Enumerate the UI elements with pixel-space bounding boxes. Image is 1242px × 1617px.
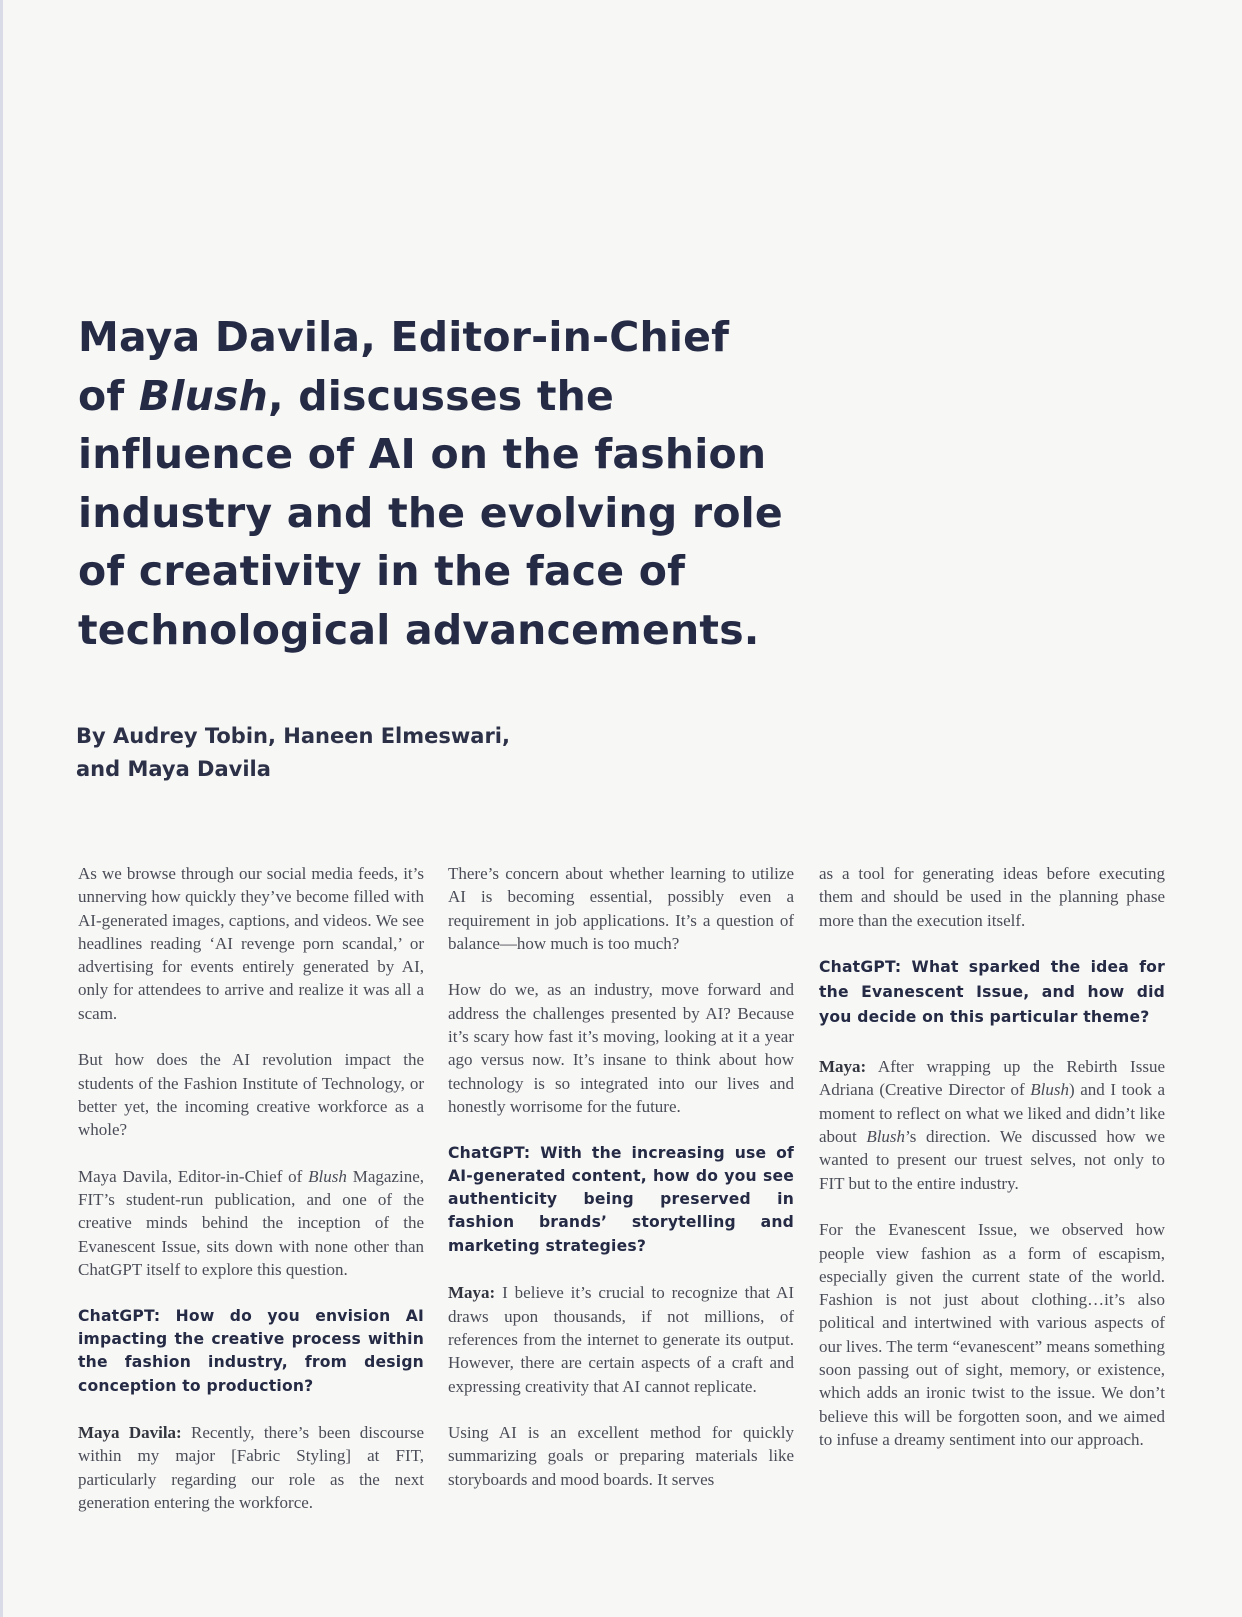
body-paragraph bbox=[819, 1055, 1165, 1195]
interview-question: ChatGPT: What sparked the idea for the Evanescent Issue, and how did you decide on this particular theme? bbox=[819, 958, 1165, 1027]
text-run: ) and I took a moment to reflect on what we liked and didn’t like about bbox=[819, 1080, 1166, 1147]
speaker-name: Maya: bbox=[819, 1057, 867, 1077]
headline-text: , discusses the bbox=[267, 371, 615, 420]
body-paragraph bbox=[448, 1281, 794, 1397]
body-paragraph: As we browse through our social media feeds, it’s unnerving how quickly they’ve become filled with AI-generated images, captions, and videos. We see headlines reading ‘AI revenge porn scandal,’ or advertising for events entirely generated by AI, only for attendees to arrive and realize it was all a scam. bbox=[78, 864, 424, 1023]
text-run: Magazine, FIT’s student-run publication, and one of the creative minds behind the inception of the Evanescent Issue, sits down with none other than ChatGPT itself to explore this question. bbox=[78, 1166, 424, 1280]
interview-question: ChatGPT: With the increasing use of AI-generated content, how do you see authenticity being preserved in fashion brands’ storytelling and marketing strategies? bbox=[448, 1143, 794, 1255]
headline-line bbox=[78, 367, 898, 426]
text-run: Maya Davila, Editor-in-Chief of bbox=[78, 1166, 309, 1186]
page-edge bbox=[0, 0, 3, 1617]
column-1 bbox=[78, 862, 424, 1514]
column-3 bbox=[819, 862, 1165, 1451]
text-run: Recently, there’s been discourse within my major [Fabric Styling] at FIT, particularly regarding our role as the next generation entering the workforce. bbox=[78, 1423, 424, 1513]
headline-line: industry and the evolving role bbox=[78, 488, 783, 537]
body-paragraph bbox=[78, 1165, 424, 1281]
body-paragraph bbox=[78, 1421, 424, 1514]
magazine-name: Blush bbox=[308, 1166, 347, 1186]
headline-line: Maya Davila, Editor-in-Chief bbox=[78, 313, 730, 361]
body-paragraph: There’s concern about whether learning to utilize AI is becoming essential, possibly even a requirement in job applications. It’s a question of balance—how much is too much? bbox=[448, 864, 794, 953]
body-paragraph: But how does the AI revolution impact the students of the Fashion Institute of Technology, or better yet, the incoming creative workforce as a whole? bbox=[78, 1050, 424, 1140]
body-paragraph: as a tool for generating ideas before executing them and should be used in the planning phase more than the execution itself. bbox=[819, 864, 1165, 930]
article-headline bbox=[78, 308, 898, 659]
magazine-name: Blush bbox=[138, 371, 268, 420]
magazine-name: Blush bbox=[866, 1127, 906, 1147]
body-paragraph: For the Evanescent Issue, we observed how people view fashion as a form of escapism, especially given the current state of the world. Fashion is not just about clothing…it’s also political and intertwined with various aspects of our lives. The term “evanescent” means something soon passing out of sight, memory, or existence, which adds an ironic twist to the issue. We don’t believe this will be forgotten soon, and we aimed to infuse a dreamy sentiment into our approach. bbox=[819, 1220, 1165, 1449]
magazine-name: Blush bbox=[1030, 1080, 1069, 1100]
byline-line: and Maya Davila bbox=[76, 757, 271, 781]
text-run: ’s direction. We discussed how we wanted to present our truest selves, not only to FIT but to the entire industry. bbox=[819, 1127, 1165, 1193]
text-run: After wrapping up the Rebirth Issue Adriana (Creative Director of bbox=[819, 1057, 1165, 1100]
headline-line: influence of AI on the fashion bbox=[78, 430, 767, 478]
headline-text: of bbox=[78, 371, 139, 420]
text-run: I believe it’s crucial to recognize that AI draws upon thousands, if not millions, of references from the internet to generate its output. However, there are certain aspects of a craft and expressing creativity that AI cannot replicate. bbox=[448, 1283, 794, 1396]
byline bbox=[76, 720, 510, 786]
headline-line: technological advancements. bbox=[78, 605, 760, 654]
headline-line: of creativity in the face of bbox=[78, 547, 686, 595]
speaker-name: Maya: bbox=[448, 1283, 496, 1303]
speaker-name: Maya Davila: bbox=[78, 1423, 182, 1443]
interview-question: ChatGPT: How do you envision AI impacting the creative process within the fashion industry, from design conception to production? bbox=[78, 1306, 424, 1395]
body-paragraph: Using AI is an excellent method for quickly summarizing goals or preparing materials like storyboards and mood boards. It serves bbox=[448, 1423, 794, 1489]
column-2 bbox=[448, 862, 794, 1491]
byline-line: By Audrey Tobin, Haneen Elmeswari, bbox=[76, 724, 510, 748]
body-paragraph: How do we, as an industry, move forward and address the challenges presented by AI? Because it’s scary how fast it’s moving, looking at it a year ago versus now. It’s insane to think about how technology is so integrated into our lives and honestly worrisome for the future. bbox=[448, 980, 794, 1116]
